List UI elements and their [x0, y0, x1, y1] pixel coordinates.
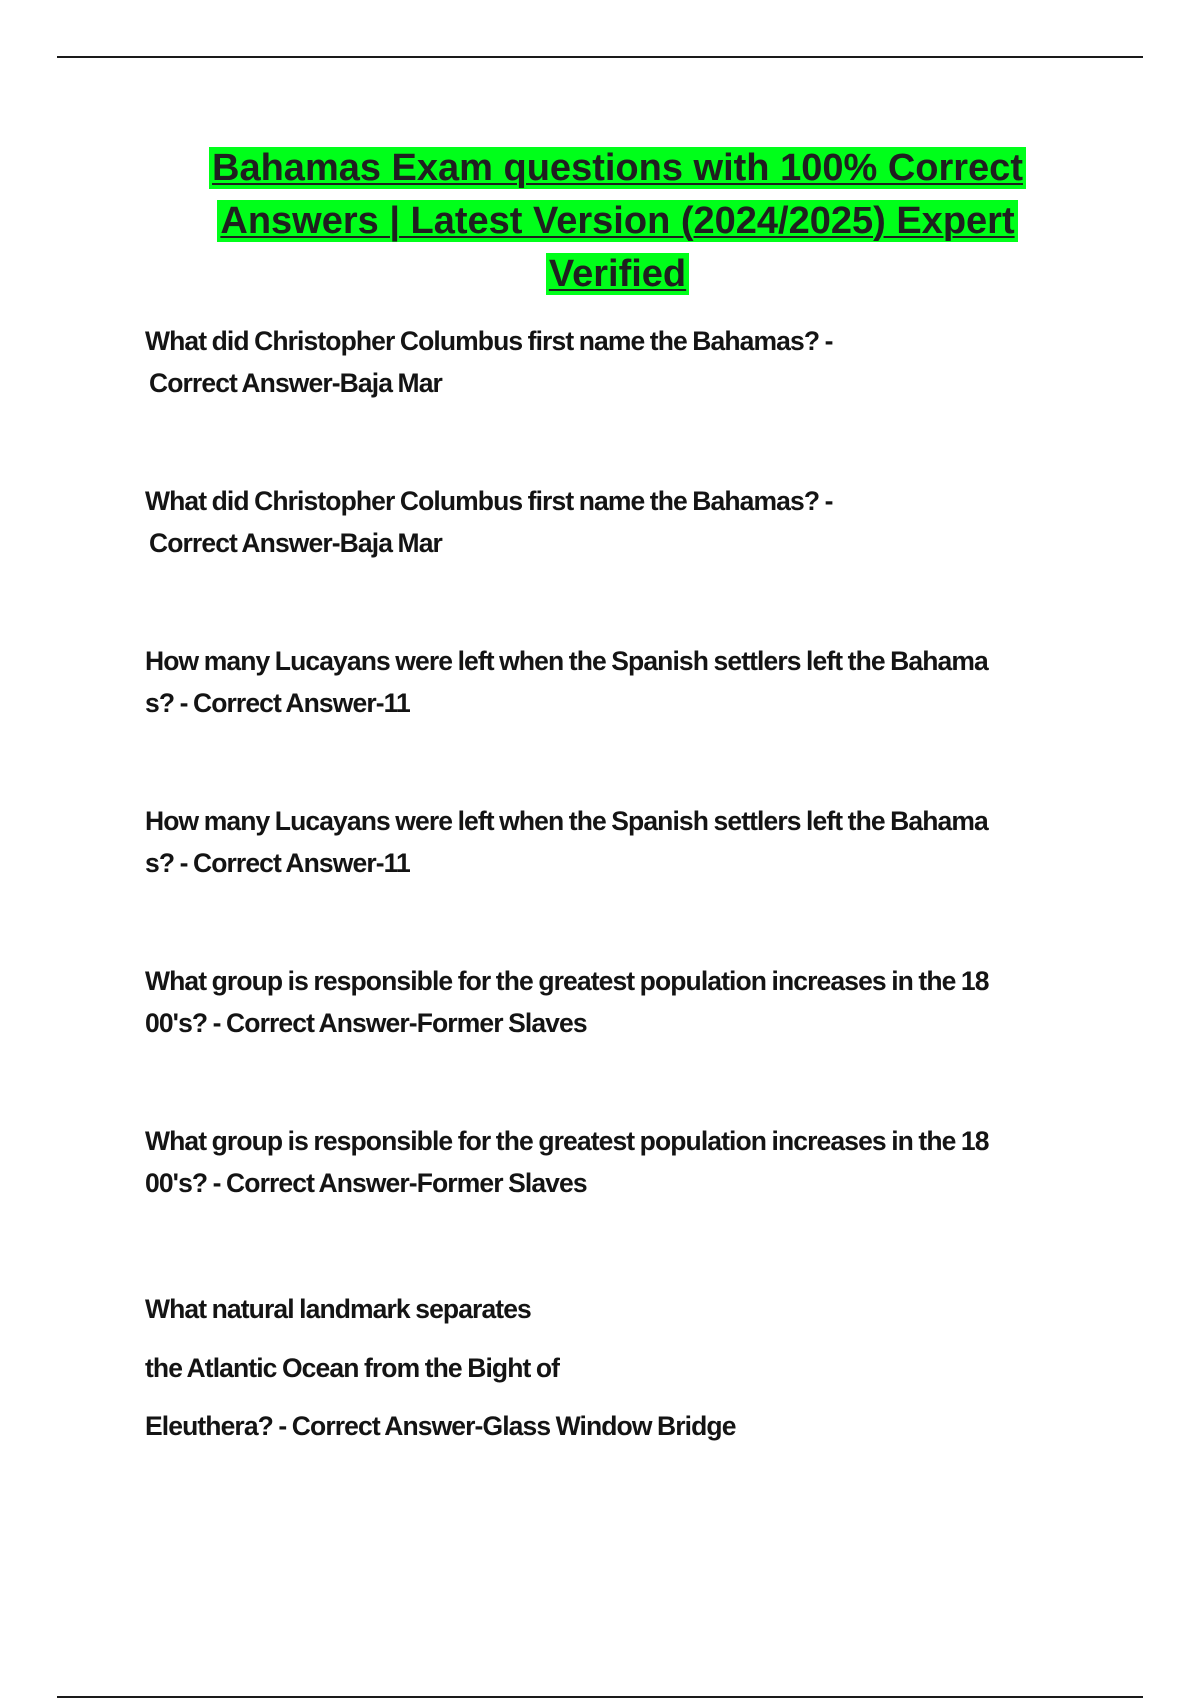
qa-item-5 — [145, 960, 1095, 1044]
answer-text: 00's? - Correct Answer-Former Slaves — [145, 1008, 587, 1038]
question-text: How many Lucayans were left when the Spanish settlers left the Bahama — [145, 646, 988, 676]
question-text: What group is responsible for the greatest population increases in the 18 — [145, 966, 989, 996]
question-text: What group is responsible for the greatest population increases in the 18 — [145, 1126, 989, 1156]
question-text: What did Christopher Columbus first name the Bahamas? - — [145, 326, 833, 356]
header-rule — [57, 56, 1143, 58]
title-line-3: Verified — [546, 253, 689, 295]
qa-item-6 — [145, 1120, 1095, 1204]
footer-rule — [57, 1696, 1143, 1698]
answer-text: s? - Correct Answer-11 — [145, 688, 410, 718]
answer-text: 00's? - Correct Answer-Former Slaves — [145, 1168, 587, 1198]
question-text: What did Christopher Columbus first name the Bahamas? - — [145, 486, 833, 516]
qa-item-1 — [145, 320, 1095, 404]
title-line-2: Answers | Latest Version (2024/2025) Expert — [217, 200, 1017, 242]
answer-text: s? - Correct Answer-11 — [145, 848, 410, 878]
document-title — [150, 142, 1085, 301]
qa-item-2 — [145, 480, 1095, 564]
answer-text: Correct Answer-Baja Mar — [149, 368, 442, 398]
qa-item-7 — [145, 1280, 1095, 1456]
question-text: What natural landmark separates — [145, 1294, 531, 1324]
question-text: How many Lucayans were left when the Spanish settlers left the Bahama — [145, 806, 988, 836]
question-text: the Atlantic Ocean from the Bight of — [145, 1352, 560, 1383]
answer-text: Eleuthera? - Correct Answer-Glass Window Bridge — [145, 1411, 736, 1441]
qa-item-3 — [145, 640, 1095, 724]
answer-text: Correct Answer-Baja Mar — [149, 528, 442, 558]
qa-item-4 — [145, 800, 1095, 884]
title-line-1: Bahamas Exam questions with 100% Correct — [209, 147, 1026, 189]
